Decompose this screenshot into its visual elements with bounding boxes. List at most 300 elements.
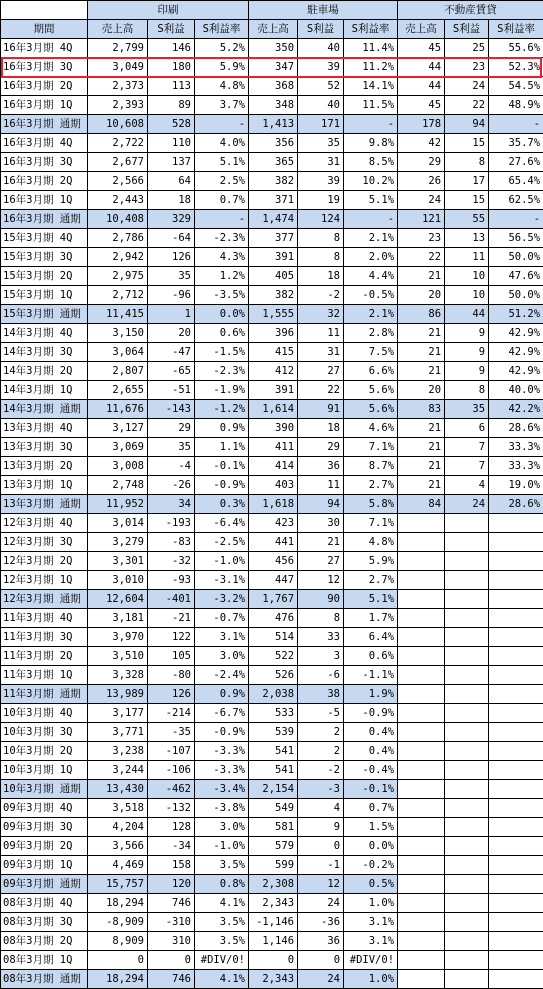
value-cell: 3,510	[88, 647, 148, 666]
value-cell	[489, 533, 543, 552]
value-cell: 121	[398, 210, 445, 229]
value-cell: 50.0%	[489, 286, 543, 305]
value-cell: 541	[249, 742, 298, 761]
value-cell: 0.0%	[195, 305, 249, 324]
value-cell: 0.7%	[195, 191, 249, 210]
value-cell: 2,343	[249, 894, 298, 913]
value-cell: 42.9%	[489, 324, 543, 343]
value-cell: 3,064	[88, 343, 148, 362]
value-cell: -214	[148, 704, 195, 723]
value-cell: 11,952	[88, 495, 148, 514]
value-cell: 18	[298, 267, 344, 286]
value-cell: -80	[148, 666, 195, 685]
value-cell: 4.0%	[195, 134, 249, 153]
value-cell: 1,618	[249, 495, 298, 514]
value-cell: -3.5%	[195, 286, 249, 305]
value-cell: 0.6%	[195, 324, 249, 343]
value-cell: 21	[398, 419, 445, 438]
quarter-row	[1, 704, 543, 723]
value-cell: -106	[148, 761, 195, 780]
value-cell: 22	[445, 96, 489, 115]
value-cell	[398, 818, 445, 837]
value-cell	[489, 875, 543, 894]
value-cell: -1.9%	[195, 381, 249, 400]
value-cell: 405	[249, 267, 298, 286]
value-cell: -1.5%	[195, 343, 249, 362]
value-cell: -34	[148, 837, 195, 856]
value-cell: 54.5%	[489, 77, 543, 96]
period-cell: 13年3月期 3Q	[1, 438, 88, 457]
value-cell	[489, 761, 543, 780]
value-cell: 3,069	[88, 438, 148, 457]
value-cell: 2,799	[88, 39, 148, 58]
quarter-row	[1, 419, 543, 438]
value-cell: 528	[148, 115, 195, 134]
value-cell: 0	[148, 951, 195, 970]
value-cell: 19	[298, 191, 344, 210]
period-cell: 15年3月期 1Q	[1, 286, 88, 305]
period-cell: 16年3月期 4Q	[1, 39, 88, 58]
quarter-row	[1, 39, 543, 58]
value-cell	[398, 970, 445, 989]
quarter-row	[1, 571, 543, 590]
annual-total-row	[1, 970, 543, 989]
value-cell: 22	[298, 381, 344, 400]
period-cell: 12年3月期 1Q	[1, 571, 88, 590]
period-cell: 11年3月期 3Q	[1, 628, 88, 647]
value-cell: 3,301	[88, 552, 148, 571]
period-cell: 09年3月期 2Q	[1, 837, 88, 856]
value-cell: 5.6%	[344, 400, 398, 419]
value-cell: 36	[298, 932, 344, 951]
value-cell: 128	[148, 818, 195, 837]
period-cell: 16年3月期 2Q	[1, 77, 88, 96]
value-cell: 0.9%	[195, 419, 249, 438]
value-cell	[445, 875, 489, 894]
value-cell: 423	[249, 514, 298, 533]
annual-total-row	[1, 875, 543, 894]
value-cell: 94	[298, 495, 344, 514]
value-cell: 29	[148, 419, 195, 438]
value-cell: 2	[298, 742, 344, 761]
value-cell: 6.4%	[344, 628, 398, 647]
period-cell: 10年3月期 4Q	[1, 704, 88, 723]
value-cell	[398, 799, 445, 818]
value-cell: 1.7%	[344, 609, 398, 628]
value-cell: 42.2%	[489, 400, 543, 419]
value-cell: 35	[148, 438, 195, 457]
value-cell: 122	[148, 628, 195, 647]
value-cell: 2,677	[88, 153, 148, 172]
period-cell: 10年3月期 1Q	[1, 761, 88, 780]
value-cell: 44	[398, 77, 445, 96]
value-cell: 1.0%	[344, 894, 398, 913]
value-cell: 146	[148, 39, 195, 58]
value-cell: -2.4%	[195, 666, 249, 685]
value-cell: 1.5%	[344, 818, 398, 837]
value-cell: -3.1%	[195, 571, 249, 590]
period-cell: 08年3月期 2Q	[1, 932, 88, 951]
value-cell: 44	[445, 305, 489, 324]
value-cell: -	[195, 115, 249, 134]
value-cell: 2,393	[88, 96, 148, 115]
value-cell	[489, 837, 543, 856]
value-cell: -35	[148, 723, 195, 742]
value-cell: 579	[249, 837, 298, 856]
quarter-row	[1, 666, 543, 685]
value-cell: 2.7%	[344, 476, 398, 495]
value-cell: 48.9%	[489, 96, 543, 115]
value-cell: 24	[398, 191, 445, 210]
value-cell	[489, 970, 543, 989]
value-cell	[489, 723, 543, 742]
value-cell: 31	[298, 153, 344, 172]
value-cell: 2,975	[88, 267, 148, 286]
value-cell	[398, 837, 445, 856]
value-cell	[445, 932, 489, 951]
value-cell	[445, 799, 489, 818]
value-cell: 40	[298, 96, 344, 115]
value-cell: 86	[398, 305, 445, 324]
value-cell: -26	[148, 476, 195, 495]
value-cell	[445, 742, 489, 761]
value-cell: 3,279	[88, 533, 148, 552]
value-cell	[445, 970, 489, 989]
value-cell: -6.7%	[195, 704, 249, 723]
value-cell: 0.6%	[344, 647, 398, 666]
value-cell: 1,413	[249, 115, 298, 134]
value-cell: 3.5%	[195, 932, 249, 951]
period-cell: 08年3月期 通期	[1, 970, 88, 989]
value-cell: 91	[298, 400, 344, 419]
value-cell: 3,010	[88, 571, 148, 590]
value-cell: 13,430	[88, 780, 148, 799]
quarter-row	[1, 628, 543, 647]
value-cell: -0.9%	[195, 723, 249, 742]
value-cell: 599	[249, 856, 298, 875]
value-cell: 347	[249, 58, 298, 77]
value-cell: 2,748	[88, 476, 148, 495]
period-cell: 10年3月期 2Q	[1, 742, 88, 761]
column-header-2: S利益	[148, 20, 195, 39]
value-cell: 24	[445, 77, 489, 96]
value-cell: 476	[249, 609, 298, 628]
period-cell: 11年3月期 通期	[1, 685, 88, 704]
period-cell: 12年3月期 4Q	[1, 514, 88, 533]
value-cell: -401	[148, 590, 195, 609]
value-cell: 526	[249, 666, 298, 685]
value-cell: 396	[249, 324, 298, 343]
value-cell: -0.1%	[344, 780, 398, 799]
value-cell: -1	[298, 856, 344, 875]
value-cell: -65	[148, 362, 195, 381]
value-cell: 2.1%	[344, 305, 398, 324]
period-cell: 14年3月期 1Q	[1, 381, 88, 400]
value-cell	[489, 647, 543, 666]
value-cell: 2,566	[88, 172, 148, 191]
value-cell: 90	[298, 590, 344, 609]
quarter-row	[1, 552, 543, 571]
quarter-row	[1, 381, 543, 400]
value-cell: 4.3%	[195, 248, 249, 267]
value-cell: -5	[298, 704, 344, 723]
value-cell: -0.4%	[344, 761, 398, 780]
value-cell: 110	[148, 134, 195, 153]
value-cell: 3	[298, 647, 344, 666]
value-cell: 2,308	[249, 875, 298, 894]
value-cell: 21	[398, 438, 445, 457]
value-cell: 2,655	[88, 381, 148, 400]
value-cell	[398, 704, 445, 723]
value-cell: 7	[445, 457, 489, 476]
value-cell: 10	[445, 286, 489, 305]
value-cell: -	[489, 210, 543, 229]
quarter-row	[1, 723, 543, 742]
value-cell	[489, 894, 543, 913]
value-cell: 4.4%	[344, 267, 398, 286]
value-cell: -0.5%	[344, 286, 398, 305]
value-cell: 33.3%	[489, 457, 543, 476]
value-cell	[398, 932, 445, 951]
value-cell: 9	[298, 818, 344, 837]
quarter-row	[1, 647, 543, 666]
value-cell	[398, 552, 445, 571]
value-cell: -96	[148, 286, 195, 305]
value-cell: 126	[148, 685, 195, 704]
value-cell: 746	[148, 970, 195, 989]
value-cell: 7.1%	[344, 514, 398, 533]
value-cell: 10,408	[88, 210, 148, 229]
group-header-printing: 印刷	[88, 1, 249, 20]
value-cell: 27	[298, 362, 344, 381]
value-cell: 13	[445, 229, 489, 248]
value-cell: 3.7%	[195, 96, 249, 115]
value-cell: 533	[249, 704, 298, 723]
value-cell: 382	[249, 286, 298, 305]
value-cell: 5.6%	[344, 381, 398, 400]
value-cell: 6	[445, 419, 489, 438]
period-cell: 14年3月期 2Q	[1, 362, 88, 381]
period-cell: 14年3月期 4Q	[1, 324, 88, 343]
value-cell: 7	[445, 438, 489, 457]
period-cell: 10年3月期 通期	[1, 780, 88, 799]
value-cell: 746	[148, 894, 195, 913]
value-cell: 3.0%	[195, 647, 249, 666]
value-cell	[445, 666, 489, 685]
period-cell: 09年3月期 1Q	[1, 856, 88, 875]
value-cell	[398, 533, 445, 552]
value-cell: 3,771	[88, 723, 148, 742]
value-cell	[445, 647, 489, 666]
value-cell: 3,177	[88, 704, 148, 723]
value-cell	[398, 875, 445, 894]
value-cell: 28.6%	[489, 419, 543, 438]
period-cell: 16年3月期 1Q	[1, 96, 88, 115]
value-cell	[445, 723, 489, 742]
value-cell	[445, 704, 489, 723]
period-cell: 11年3月期 1Q	[1, 666, 88, 685]
value-cell: 3,181	[88, 609, 148, 628]
value-cell: 21	[398, 457, 445, 476]
value-cell: 0.9%	[195, 685, 249, 704]
value-cell: 21	[398, 267, 445, 286]
value-cell: 34	[148, 495, 195, 514]
value-cell: -64	[148, 229, 195, 248]
period-cell: 10年3月期 3Q	[1, 723, 88, 742]
value-cell: 3,518	[88, 799, 148, 818]
value-cell: 55	[445, 210, 489, 229]
value-cell	[489, 818, 543, 837]
value-cell: 2,343	[249, 970, 298, 989]
value-cell: 4,204	[88, 818, 148, 837]
value-cell: -51	[148, 381, 195, 400]
value-cell: 26	[398, 172, 445, 191]
value-cell: 3.1%	[344, 913, 398, 932]
value-cell: 4	[298, 799, 344, 818]
value-cell: 83	[398, 400, 445, 419]
quarter-row	[1, 286, 543, 305]
value-cell: 377	[249, 229, 298, 248]
value-cell: -0.1%	[195, 457, 249, 476]
period-cell: 15年3月期 通期	[1, 305, 88, 324]
value-cell: 2,038	[249, 685, 298, 704]
value-cell: -	[344, 210, 398, 229]
period-cell: 09年3月期 3Q	[1, 818, 88, 837]
value-cell: 11	[298, 476, 344, 495]
quarter-row	[1, 951, 543, 970]
period-cell: 11年3月期 2Q	[1, 647, 88, 666]
column-header-6: S利益率	[344, 20, 398, 39]
value-cell: -0.9%	[195, 476, 249, 495]
value-cell: 2,807	[88, 362, 148, 381]
value-cell: 120	[148, 875, 195, 894]
quarter-row	[1, 438, 543, 457]
value-cell: -	[195, 210, 249, 229]
value-cell: 2.8%	[344, 324, 398, 343]
value-cell: 0.8%	[195, 875, 249, 894]
value-cell	[398, 761, 445, 780]
value-cell: 2.7%	[344, 571, 398, 590]
value-cell: 45	[398, 96, 445, 115]
value-cell: 4.8%	[195, 77, 249, 96]
value-cell	[398, 609, 445, 628]
value-cell: 4	[445, 476, 489, 495]
value-cell: 30	[298, 514, 344, 533]
value-cell: 44	[398, 58, 445, 77]
value-cell	[398, 666, 445, 685]
value-cell: 21	[398, 324, 445, 343]
value-cell: -6.4%	[195, 514, 249, 533]
value-cell: 35.7%	[489, 134, 543, 153]
value-cell: 35	[148, 267, 195, 286]
value-cell: 348	[249, 96, 298, 115]
value-cell: 391	[249, 381, 298, 400]
value-cell: 27.6%	[489, 153, 543, 172]
value-cell: 14.1%	[344, 77, 398, 96]
value-cell: 1,614	[249, 400, 298, 419]
value-cell: 17	[445, 172, 489, 191]
value-cell: 3,238	[88, 742, 148, 761]
value-cell: 21	[298, 533, 344, 552]
period-cell: 13年3月期 4Q	[1, 419, 88, 438]
annual-total-row	[1, 780, 543, 799]
value-cell: -2	[298, 761, 344, 780]
value-cell	[445, 628, 489, 647]
value-cell	[489, 571, 543, 590]
value-cell: 441	[249, 533, 298, 552]
quarter-row	[1, 761, 543, 780]
value-cell: 36	[298, 457, 344, 476]
value-cell: 18,294	[88, 894, 148, 913]
value-cell: 514	[249, 628, 298, 647]
value-cell: 2	[298, 723, 344, 742]
value-cell: 0.3%	[195, 495, 249, 514]
period-cell: 16年3月期 3Q	[1, 58, 88, 77]
value-cell: 5.2%	[195, 39, 249, 58]
value-cell: -3.3%	[195, 742, 249, 761]
value-cell	[445, 533, 489, 552]
value-cell: 171	[298, 115, 344, 134]
period-cell: 13年3月期 通期	[1, 495, 88, 514]
value-cell	[398, 913, 445, 932]
value-cell: 1,146	[249, 932, 298, 951]
value-cell: 11,415	[88, 305, 148, 324]
value-cell: 403	[249, 476, 298, 495]
value-cell: 0.5%	[344, 875, 398, 894]
value-cell: 4.1%	[195, 894, 249, 913]
value-cell	[398, 628, 445, 647]
value-cell: -1,146	[249, 913, 298, 932]
period-cell: 09年3月期 通期	[1, 875, 88, 894]
value-cell: 447	[249, 571, 298, 590]
value-cell: 3,566	[88, 837, 148, 856]
period-cell: 15年3月期 2Q	[1, 267, 88, 286]
value-cell: 414	[249, 457, 298, 476]
value-cell: 35	[445, 400, 489, 419]
value-cell: 581	[249, 818, 298, 837]
value-cell: 4.6%	[344, 419, 398, 438]
quarter-row	[1, 191, 543, 210]
value-cell: 5.8%	[344, 495, 398, 514]
value-cell: 541	[249, 761, 298, 780]
value-cell: 9	[445, 343, 489, 362]
value-cell: 368	[249, 77, 298, 96]
value-cell: 1,767	[249, 590, 298, 609]
value-cell: 1.2%	[195, 267, 249, 286]
value-cell: 33	[298, 628, 344, 647]
value-cell	[489, 856, 543, 875]
quarter-row	[1, 248, 543, 267]
value-cell: 411	[249, 438, 298, 457]
quarter-row	[1, 172, 543, 191]
value-cell: 42.9%	[489, 362, 543, 381]
period-cell: 12年3月期 3Q	[1, 533, 88, 552]
quarter-row	[1, 894, 543, 913]
value-cell: 5.9%	[344, 552, 398, 571]
value-cell: 8,909	[88, 932, 148, 951]
value-cell	[445, 951, 489, 970]
value-cell: 3.0%	[195, 818, 249, 837]
quarter-row	[1, 58, 543, 77]
value-cell: 1.9%	[344, 685, 398, 704]
value-cell: 5.1%	[344, 191, 398, 210]
value-cell: 456	[249, 552, 298, 571]
value-cell: 40.0%	[489, 381, 543, 400]
value-cell	[445, 894, 489, 913]
value-cell: 40	[298, 39, 344, 58]
value-cell	[489, 552, 543, 571]
value-cell: #DIV/0!	[195, 951, 249, 970]
